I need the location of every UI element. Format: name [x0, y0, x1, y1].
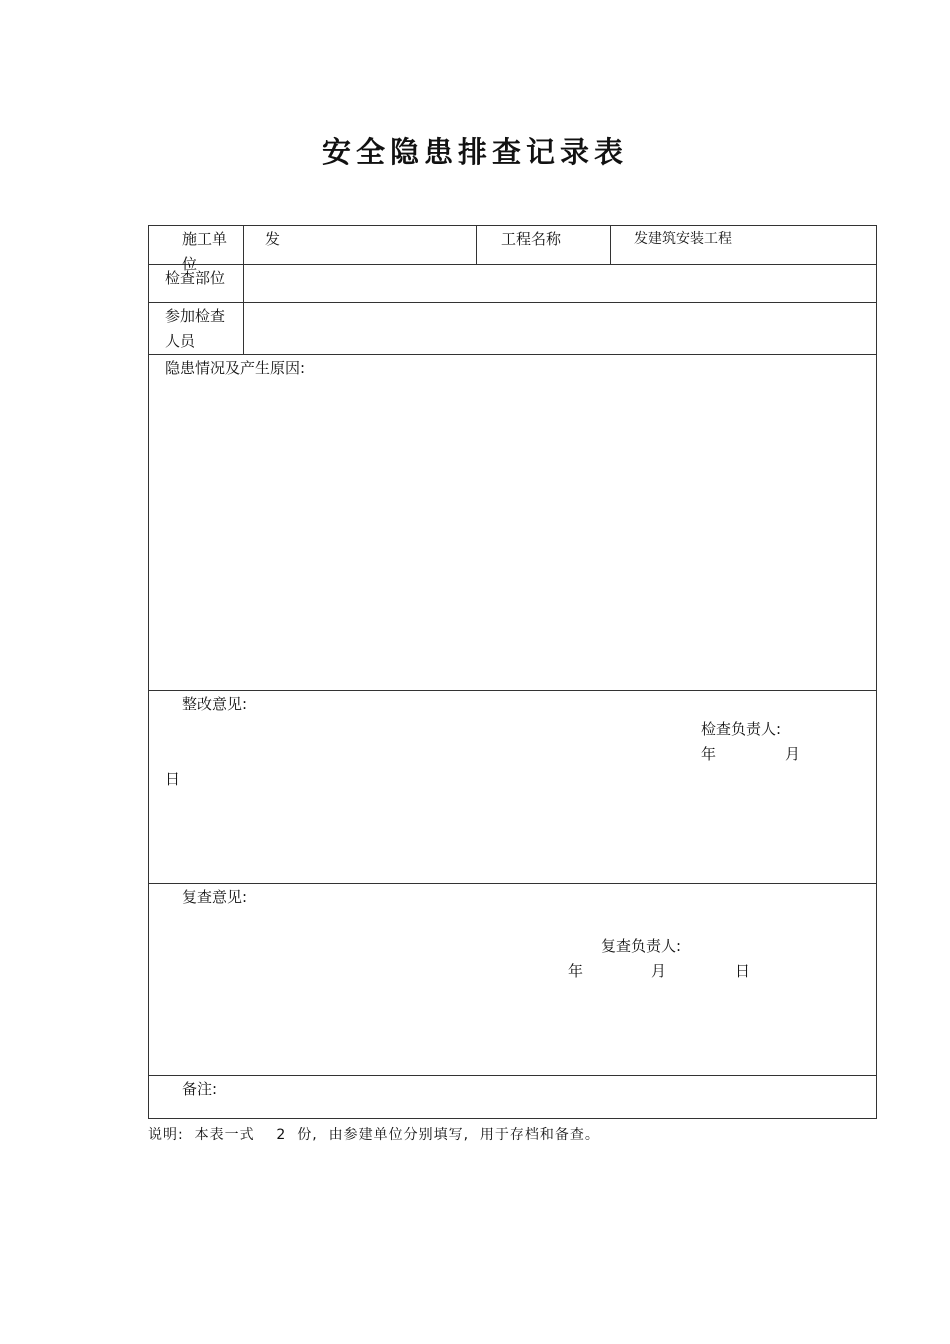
row-divider	[149, 264, 876, 265]
construction-unit-label: 施工单位	[182, 230, 228, 273]
column-divider	[610, 226, 611, 264]
hazard-cause-label: 隐患情况及产生原因:	[165, 359, 306, 377]
participants-label: 参加检查人员	[165, 307, 226, 350]
project-name-label: 工程名称	[501, 230, 562, 248]
row-divider	[149, 302, 876, 303]
row-divider	[149, 883, 876, 884]
review-month-label: 月	[651, 962, 667, 980]
rectification-day-label: 日	[165, 770, 181, 788]
page-title: 安全隐患排查记录表	[321, 135, 628, 169]
rectification-year-label: 年	[701, 745, 717, 763]
inspection-form-table	[148, 225, 877, 1119]
rectification-month-label: 月	[785, 745, 801, 763]
row-divider	[149, 354, 876, 355]
review-year-label: 年	[568, 962, 584, 980]
inspection-area-field[interactable]	[249, 266, 869, 300]
project-name-value[interactable]: 发建筑安装工程	[634, 231, 732, 247]
inspection-responsible-label: 检查负责人:	[701, 720, 782, 738]
review-responsible-label: 复查负责人:	[601, 937, 682, 955]
remarks-label: 备注:	[182, 1080, 218, 1098]
review-opinion-label: 复查意见:	[182, 888, 248, 906]
row-divider	[149, 1075, 876, 1076]
participants-field[interactable]	[249, 306, 869, 350]
review-day-label: 日	[735, 962, 751, 980]
rectification-opinion-label: 整改意见:	[182, 695, 248, 713]
hazard-cause-field[interactable]	[165, 386, 865, 681]
construction-unit-value[interactable]: 发	[265, 230, 281, 248]
column-divider	[476, 226, 477, 264]
footnote: 说明: 本表一式 2 份, 由参建单位分别填写, 用于存档和备查。	[148, 1127, 600, 1143]
column-divider	[243, 226, 244, 354]
row-divider	[149, 690, 876, 691]
inspection-area-label: 检查部位	[165, 269, 226, 287]
